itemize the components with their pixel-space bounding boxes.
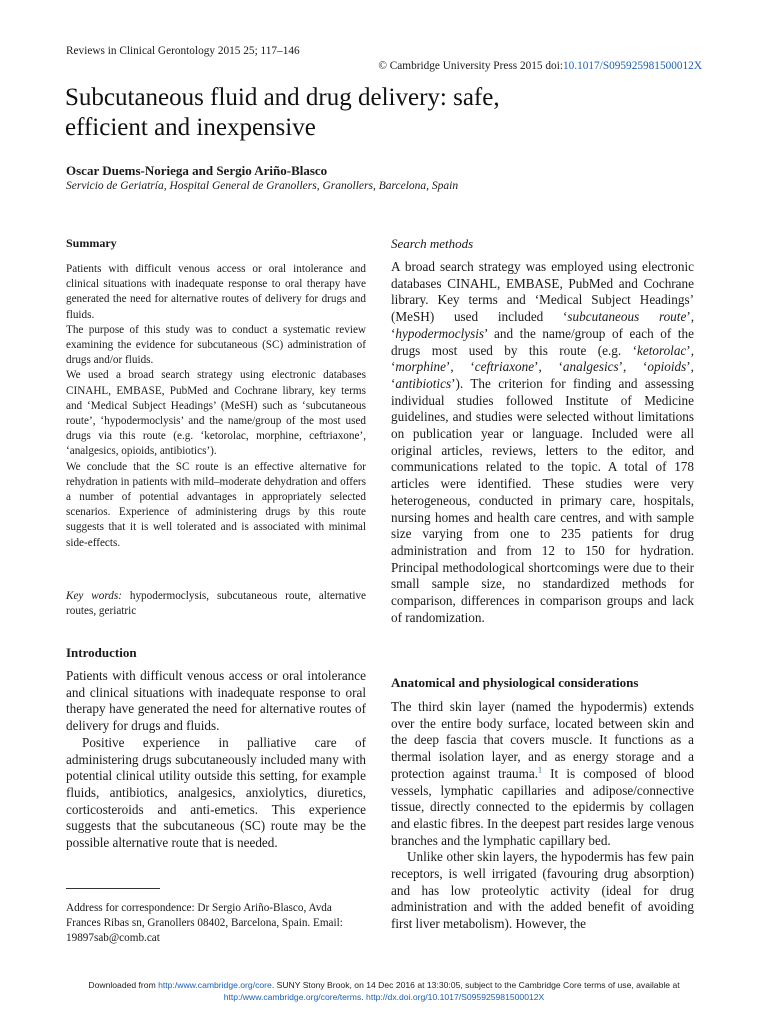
anatomical-paragraph: The third skin layer (named the hypodermis) extends over the entire body surface, located between skin and the deep fascia that covers muscle. It functions as a thermal isolation layer, and as energy storage and a protection against trauma.$^1$ It is composed of blood vessels, lymphatic capillaries and adipose/connective tissue, directly connected to the epidermis by collagen and elastic fibres. In the deepest part resides large venous branches and the lymphatic capillary bed.: [391, 699, 694, 848]
summary-body: [66, 262, 366, 551]
author-list: Oscar Duems-Noriega and Sergio Ariño-Blasco: [66, 163, 328, 178]
cambridge-core-link[interactable]: http:/www.cambridge.org/core: [158, 980, 272, 990]
copyright-doi-line: [378, 59, 702, 74]
summary-paragraph: The purpose of this study was to conduct a systematic review examining the evidence for subcutaneous (SC) administration of drugs and/or fluids.: [66, 323, 366, 367]
search-methods-heading: Search methods: [391, 236, 474, 251]
keywords: [66, 589, 366, 619]
summary-heading: Summary: [66, 236, 117, 250]
anatomical-paragraph: Unlike other skin layers, the hypodermis has few pain receptors, is well irrigated (favouring drug absorption) and has low proteolytic activity (ideal for drug administration and with the added benefit of avoiding first liver metabolism). However, the: [391, 849, 694, 932]
copyright-text: © Cambridge University Press 2015: [378, 60, 543, 72]
summary-paragraph: We conclude that the SC route is an effective alternative for rehydration in patients with mild–moderate dehydration and offers a number of potential advantages in appropriately selected scenarios. Experience of administering drugs by this route suggests that it is well tolerated and is associated with minimal side-effects.: [66, 460, 366, 549]
summary-paragraph: We used a broad search strategy using electronic databases CINAHL, EMBASE, PubMed and Cochrane library, key terms and ‘Medical Subject Headings’ (MeSH) such as ‘subcutaneous route’, ‘hypodermoclysis’ and the name/group of the most used drugs via this route (e.g. ‘ketorolac, morphine, ceftriaxone’, ‘analgesics, opioids, antibiotics’).: [66, 369, 366, 458]
search-methods-body: [391, 259, 694, 626]
footnote-rule: [66, 888, 160, 889]
introduction-body: [66, 668, 366, 852]
introduction-paragraph: Patients with difficult venous access or oral intolerance and clinical situations with inadequate response to oral therapy have generated the need for alternative routes of delivery for drugs and fluids.: [66, 668, 366, 734]
journal-citation: Reviews in Clinical Gerontology 2015 25; 117–146: [66, 45, 300, 57]
doi-link[interactable]: 10.1017/S095925981500012X: [562, 60, 702, 72]
download-footer: Downloaded from http:/www.cambridge.org/core. SUNY Stony Brook, on 14 Dec 2016 at 13:30:05, subject to the Cambridge Core terms of use, available at http:/www.cambridge.org/core/terms. http://dx.doi.org/10.1017/S095925981500012X: [88, 980, 680, 1002]
anatomical-heading: Anatomical and physiological considerations: [391, 675, 639, 690]
summary-paragraph: Patients with difficult venous access or oral intolerance and clinical situations with inadequate response to oral therapy have generated the need for alternative routes of delivery for drugs and fluids.: [66, 263, 366, 321]
dx-doi-link[interactable]: http://dx.doi.org/10.1017/S095925981500012X: [366, 992, 545, 1002]
correspondence-footnote: Address for correspondence: Dr Sergio Ariño-Blasco, Avda Frances Ribas sn, Granollers 08402, Barcelona, Spain. Email: 19897sab@comb.cat: [66, 902, 343, 945]
anatomical-body: [391, 699, 694, 933]
keywords-label: Key words:: [66, 590, 122, 602]
search-methods-paragraph: A broad search strategy was employed using electronic databases CINAHL, EMBASE, PubMed and Cochrane library. Key terms and ‘Medical Subject Headings’ (MeSH) used included ‘subcutaneous route’, ‘hypodermoclysis’ and the name/group of each of the drugs most used by this route (e.g. ‘ketorolac’, ‘morphine’, ‘ceftriaxone’, ‘analgesics’, ‘opioids’, ‘antibiotics’). The criterion for finding and assessing individual studies followed Institute of Medicine guidelines, and studies were selected without limitations on publication year or language. Included were all original articles, reviews, letters to the editor, and communications related to the topic. A total of 178 articles were identified. These studies were very heterogeneous, conducted in primary care, hospitals, nursing homes and health care centres, and with sample size varying from one to 235 patients for drug administration and from 12 to 150 for hydration. Principal methodological shortcomings were due to their small sample size, no standardized methods for comparison, differences in comparison groups and lack of randomization.: [391, 259, 695, 625]
reference-link[interactable]: 1: [538, 765, 542, 775]
doi-label: doi:: [545, 60, 563, 72]
keywords-text: hypodermoclysis, subcutaneous route, alternative routes, geriatric: [66, 590, 366, 618]
title-line-2: efficient and inexpensive: [65, 114, 316, 141]
introduction-heading: Introduction: [66, 645, 137, 660]
article-title: [65, 83, 715, 143]
introduction-paragraph: Positive experience in palliative care of administering drugs subcutaneously included many with potential clinical utility outside this setting, for example fluids, antibiotics, analgesics, anxiolytics, diuretics, corticosteroids and anti-emetics. This experience suggests that the subcutaneous (SC) route may be the possible alternative route that is needed.: [66, 734, 366, 851]
affiliation: Servicio de Geriatría, Hospital General de Granollers, Granollers, Barcelona, Spain: [66, 180, 459, 192]
terms-link[interactable]: http:/www.cambridge.org/core/terms: [223, 992, 362, 1002]
title-line-1: Subcutaneous fluid and drug delivery: safe,: [65, 84, 500, 111]
